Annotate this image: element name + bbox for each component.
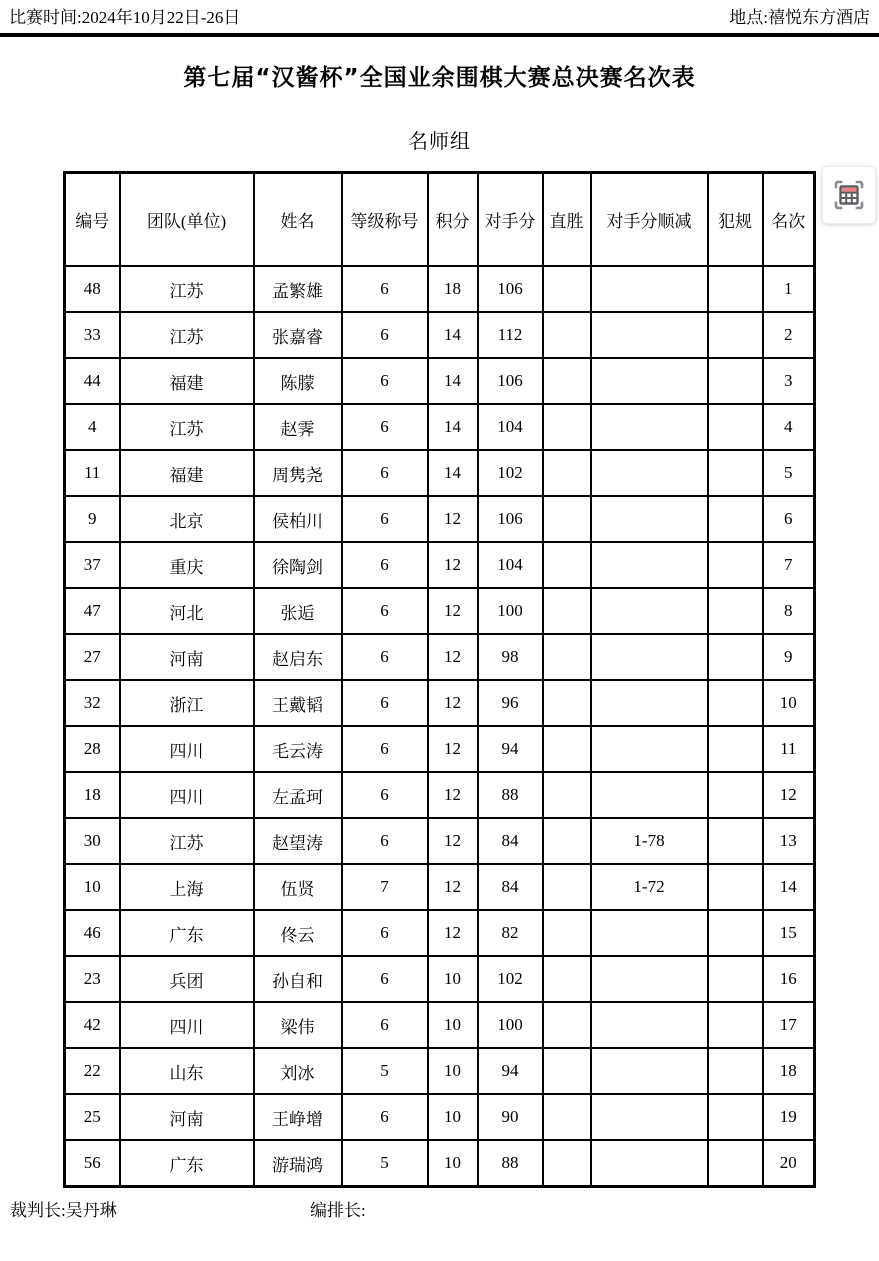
table-cell [591, 312, 708, 358]
table-cell [708, 404, 763, 450]
table-cell: 82 [478, 910, 543, 956]
table-cell: 14 [428, 404, 478, 450]
table-cell: 46 [65, 910, 120, 956]
table-cell: 12 [428, 772, 478, 818]
table-cell: 6 [342, 312, 428, 358]
table-cell: 94 [478, 726, 543, 772]
table-cell [708, 450, 763, 496]
column-header: 姓名 [254, 173, 342, 267]
table-cell: 9 [65, 496, 120, 542]
table-cell: 四川 [120, 726, 254, 772]
table-cell [708, 956, 763, 1002]
table-cell: 10 [763, 680, 815, 726]
table-cell: 兵团 [120, 956, 254, 1002]
table-cell: 6 [342, 634, 428, 680]
table-cell: 20 [763, 1140, 815, 1187]
table-cell: 孙自和 [254, 956, 342, 1002]
table-cell: 4 [65, 404, 120, 450]
table-cell [591, 266, 708, 312]
table-row [65, 818, 815, 864]
table-cell: 37 [65, 542, 120, 588]
table-cell: 88 [478, 772, 543, 818]
table-cell: 7 [342, 864, 428, 910]
table-cell: 6 [342, 726, 428, 772]
ranking-table [63, 171, 816, 1188]
table-cell: 6 [342, 818, 428, 864]
table-cell: 17 [763, 1002, 815, 1048]
table-cell: 56 [65, 1140, 120, 1187]
table-cell: 6 [342, 496, 428, 542]
table-cell: 12 [428, 910, 478, 956]
table-cell [591, 726, 708, 772]
column-header: 等级称号 [342, 173, 428, 267]
table-cell [543, 1048, 591, 1094]
table-cell [708, 910, 763, 956]
table-cell: 112 [478, 312, 543, 358]
header-divider [0, 33, 879, 37]
editor-label: 编排长: [310, 1201, 366, 1221]
table-cell: 47 [65, 588, 120, 634]
table-cell [543, 266, 591, 312]
table-cell: 张逅 [254, 588, 342, 634]
table-cell: 84 [478, 818, 543, 864]
table-row [65, 450, 815, 496]
referee-label: 裁判长:吴丹琳 [10, 1201, 117, 1221]
table-row [65, 956, 815, 1002]
table-cell: 毛云涛 [254, 726, 342, 772]
table-cell: 96 [478, 680, 543, 726]
table-cell: 梁伟 [254, 1002, 342, 1048]
table-cell: 江苏 [120, 404, 254, 450]
table-cell [591, 588, 708, 634]
table-cell: 42 [65, 1002, 120, 1048]
table-cell: 10 [428, 1140, 478, 1187]
table-cell: 25 [65, 1094, 120, 1140]
table-cell: 江苏 [120, 312, 254, 358]
table-row [65, 588, 815, 634]
table-cell: 徐陶剑 [254, 542, 342, 588]
table-cell: 14 [428, 358, 478, 404]
table-cell: 11 [65, 450, 120, 496]
table-row [65, 1094, 815, 1140]
table-cell [708, 1002, 763, 1048]
table-cell: 44 [65, 358, 120, 404]
table-cell: 伍贤 [254, 864, 342, 910]
table-row [65, 910, 815, 956]
column-header: 犯规 [708, 173, 763, 267]
table-cell: 12 [428, 726, 478, 772]
table-cell [708, 818, 763, 864]
table-cell: 广东 [120, 910, 254, 956]
table-cell [708, 266, 763, 312]
table-cell: 10 [428, 1048, 478, 1094]
column-header: 积分 [428, 173, 478, 267]
table-cell [543, 680, 591, 726]
table-cell: 28 [65, 726, 120, 772]
table-capture-button[interactable] [822, 166, 876, 224]
table-cell [543, 910, 591, 956]
table-cell: 河南 [120, 1094, 254, 1140]
table-cell [591, 1094, 708, 1140]
table-cell: 孟繁雄 [254, 266, 342, 312]
table-cell [543, 772, 591, 818]
table-row [65, 726, 815, 772]
table-cell [708, 312, 763, 358]
column-header: 编号 [65, 173, 120, 267]
table-cell: 10 [428, 956, 478, 1002]
table-cell: 14 [428, 450, 478, 496]
table-cell [591, 634, 708, 680]
table-cell [543, 588, 591, 634]
table-cell [708, 680, 763, 726]
table-cell: 102 [478, 450, 543, 496]
table-cell [708, 634, 763, 680]
table-cell: 10 [428, 1002, 478, 1048]
table-cell: 16 [763, 956, 815, 1002]
table-cell: 河南 [120, 634, 254, 680]
table-cell [708, 496, 763, 542]
table-cell: 27 [65, 634, 120, 680]
table-cell: 102 [478, 956, 543, 1002]
table-row [65, 1002, 815, 1048]
table-cell: 98 [478, 634, 543, 680]
table-cell [543, 542, 591, 588]
table-cell: 18 [763, 1048, 815, 1094]
table-cell: 10 [428, 1094, 478, 1140]
table-cell: 12 [428, 588, 478, 634]
table-cell: 6 [342, 358, 428, 404]
table-cell: 6 [342, 680, 428, 726]
table-cell: 13 [763, 818, 815, 864]
table-cell: 5 [342, 1048, 428, 1094]
table-cell [543, 634, 591, 680]
table-cell [543, 1140, 591, 1187]
table-cell: 12 [428, 818, 478, 864]
table-cell: 19 [763, 1094, 815, 1140]
table-cell: 1 [763, 266, 815, 312]
table-cell: 106 [478, 358, 543, 404]
table-row [65, 1048, 815, 1094]
table-cell: 5 [763, 450, 815, 496]
table-cell [591, 1048, 708, 1094]
table-cell [591, 358, 708, 404]
header-row [65, 173, 815, 267]
table-cell: 106 [478, 266, 543, 312]
table-cell: 18 [65, 772, 120, 818]
table-row [65, 680, 815, 726]
table-cell: 88 [478, 1140, 543, 1187]
table-header [65, 173, 815, 267]
table-cell [543, 956, 591, 1002]
table-cell: 王峥增 [254, 1094, 342, 1140]
table-cell [708, 358, 763, 404]
table-cell [708, 542, 763, 588]
table-cell: 左孟珂 [254, 772, 342, 818]
table-cell: 重庆 [120, 542, 254, 588]
table-row [65, 358, 815, 404]
table-cell: 1-78 [591, 818, 708, 864]
table-cell [708, 1048, 763, 1094]
table-cell: 广东 [120, 1140, 254, 1187]
table-cell: 12 [428, 496, 478, 542]
table-cell: 14 [763, 864, 815, 910]
group-title: 名师组 [408, 129, 471, 154]
table-row [65, 634, 815, 680]
table-row [65, 772, 815, 818]
table-cell: 佟云 [254, 910, 342, 956]
table-cell: 7 [763, 542, 815, 588]
table-cell [708, 726, 763, 772]
table-cell: 10 [65, 864, 120, 910]
table-cell: 100 [478, 588, 543, 634]
table-cell: 6 [342, 1094, 428, 1140]
footer [0, 1196, 879, 1226]
table-cell: 福建 [120, 450, 254, 496]
table-row [65, 1140, 815, 1187]
table-cell [708, 1094, 763, 1140]
table-cell: 6 [342, 266, 428, 312]
column-header: 名次 [763, 173, 815, 267]
table-cell: 王戴韬 [254, 680, 342, 726]
column-header: 对手分顺减 [591, 173, 708, 267]
table-cell: 12 [428, 864, 478, 910]
table-cell [591, 1002, 708, 1048]
table-cell [591, 496, 708, 542]
table-cell: 104 [478, 404, 543, 450]
table-cell: 赵启东 [254, 634, 342, 680]
table-cell: 12 [428, 680, 478, 726]
table-cell: 12 [763, 772, 815, 818]
table-cell: 84 [478, 864, 543, 910]
table-cell: 6 [763, 496, 815, 542]
table-cell: 12 [428, 634, 478, 680]
table-cell [708, 772, 763, 818]
table-cell: 5 [342, 1140, 428, 1187]
table-cell: 3 [763, 358, 815, 404]
table-cell [708, 864, 763, 910]
table-cell: 14 [428, 312, 478, 358]
table-row [65, 266, 815, 312]
table-cell: 陈朦 [254, 358, 342, 404]
table-cell: 94 [478, 1048, 543, 1094]
table-cell: 北京 [120, 496, 254, 542]
table-cell [591, 772, 708, 818]
table-cell: 6 [342, 542, 428, 588]
table-cell [543, 404, 591, 450]
table-cell [591, 910, 708, 956]
table-cell: 32 [65, 680, 120, 726]
table-cell [708, 1140, 763, 1187]
table-cell [543, 864, 591, 910]
table-cell: 22 [65, 1048, 120, 1094]
table-cell: 1-72 [591, 864, 708, 910]
table-cell: 23 [65, 956, 120, 1002]
table-cell [543, 450, 591, 496]
table-row [65, 312, 815, 358]
table-cell: 48 [65, 266, 120, 312]
table-cell: 赵望涛 [254, 818, 342, 864]
table-cell: 6 [342, 772, 428, 818]
table-cell: 四川 [120, 1002, 254, 1048]
table-cell: 6 [342, 910, 428, 956]
table-cell: 33 [65, 312, 120, 358]
table-cell [591, 956, 708, 1002]
table-row [65, 496, 815, 542]
table-cell: 6 [342, 404, 428, 450]
table-cell: 6 [342, 1002, 428, 1048]
table-cell: 6 [342, 956, 428, 1002]
table-row [65, 404, 815, 450]
location-label: 地点:禧悦东方酒店 [729, 8, 870, 27]
table-cell: 上海 [120, 864, 254, 910]
table-cell: 12 [428, 542, 478, 588]
table-cell [543, 312, 591, 358]
table-cell: 河北 [120, 588, 254, 634]
table-cell [543, 726, 591, 772]
table-cell [591, 1140, 708, 1187]
table-cell: 赵霁 [254, 404, 342, 450]
table-cell [591, 404, 708, 450]
table-cell: 6 [342, 450, 428, 496]
table-cell [708, 588, 763, 634]
column-header: 直胜 [543, 173, 591, 267]
table-cell: 15 [763, 910, 815, 956]
table-cell: 四川 [120, 772, 254, 818]
table-capture-icon [831, 177, 867, 213]
table-cell [543, 1094, 591, 1140]
table-cell: 江苏 [120, 818, 254, 864]
topbar [0, 0, 879, 29]
table-cell: 江苏 [120, 266, 254, 312]
table-cell [543, 818, 591, 864]
match-time-label: 比赛时间:2024年10月22日-26日 [9, 8, 241, 27]
table-cell [591, 542, 708, 588]
table-row [65, 542, 815, 588]
table-cell: 106 [478, 496, 543, 542]
table-cell: 山东 [120, 1048, 254, 1094]
table-cell: 9 [763, 634, 815, 680]
table-row [65, 864, 815, 910]
table-cell: 刘冰 [254, 1048, 342, 1094]
table-cell [591, 450, 708, 496]
table-cell: 周隽尧 [254, 450, 342, 496]
table-cell: 福建 [120, 358, 254, 404]
table-cell: 30 [65, 818, 120, 864]
table-cell [543, 358, 591, 404]
table-cell: 11 [763, 726, 815, 772]
table-cell [543, 1002, 591, 1048]
column-header: 团队(单位) [120, 173, 254, 267]
table-cell: 游瑞鸿 [254, 1140, 342, 1187]
table-cell: 8 [763, 588, 815, 634]
table-cell: 浙江 [120, 680, 254, 726]
table-cell: 104 [478, 542, 543, 588]
table-cell: 4 [763, 404, 815, 450]
table-cell [591, 680, 708, 726]
column-header: 对手分 [478, 173, 543, 267]
page-title: 第七届“汉酱杯”全国业余围棋大赛总决赛名次表 [183, 65, 696, 92]
table-cell: 侯柏川 [254, 496, 342, 542]
table-cell: 90 [478, 1094, 543, 1140]
table-cell: 2 [763, 312, 815, 358]
table-body [65, 266, 815, 1187]
table-cell [543, 496, 591, 542]
table-cell: 6 [342, 588, 428, 634]
table-cell: 张嘉睿 [254, 312, 342, 358]
table-cell: 18 [428, 266, 478, 312]
table-cell: 100 [478, 1002, 543, 1048]
